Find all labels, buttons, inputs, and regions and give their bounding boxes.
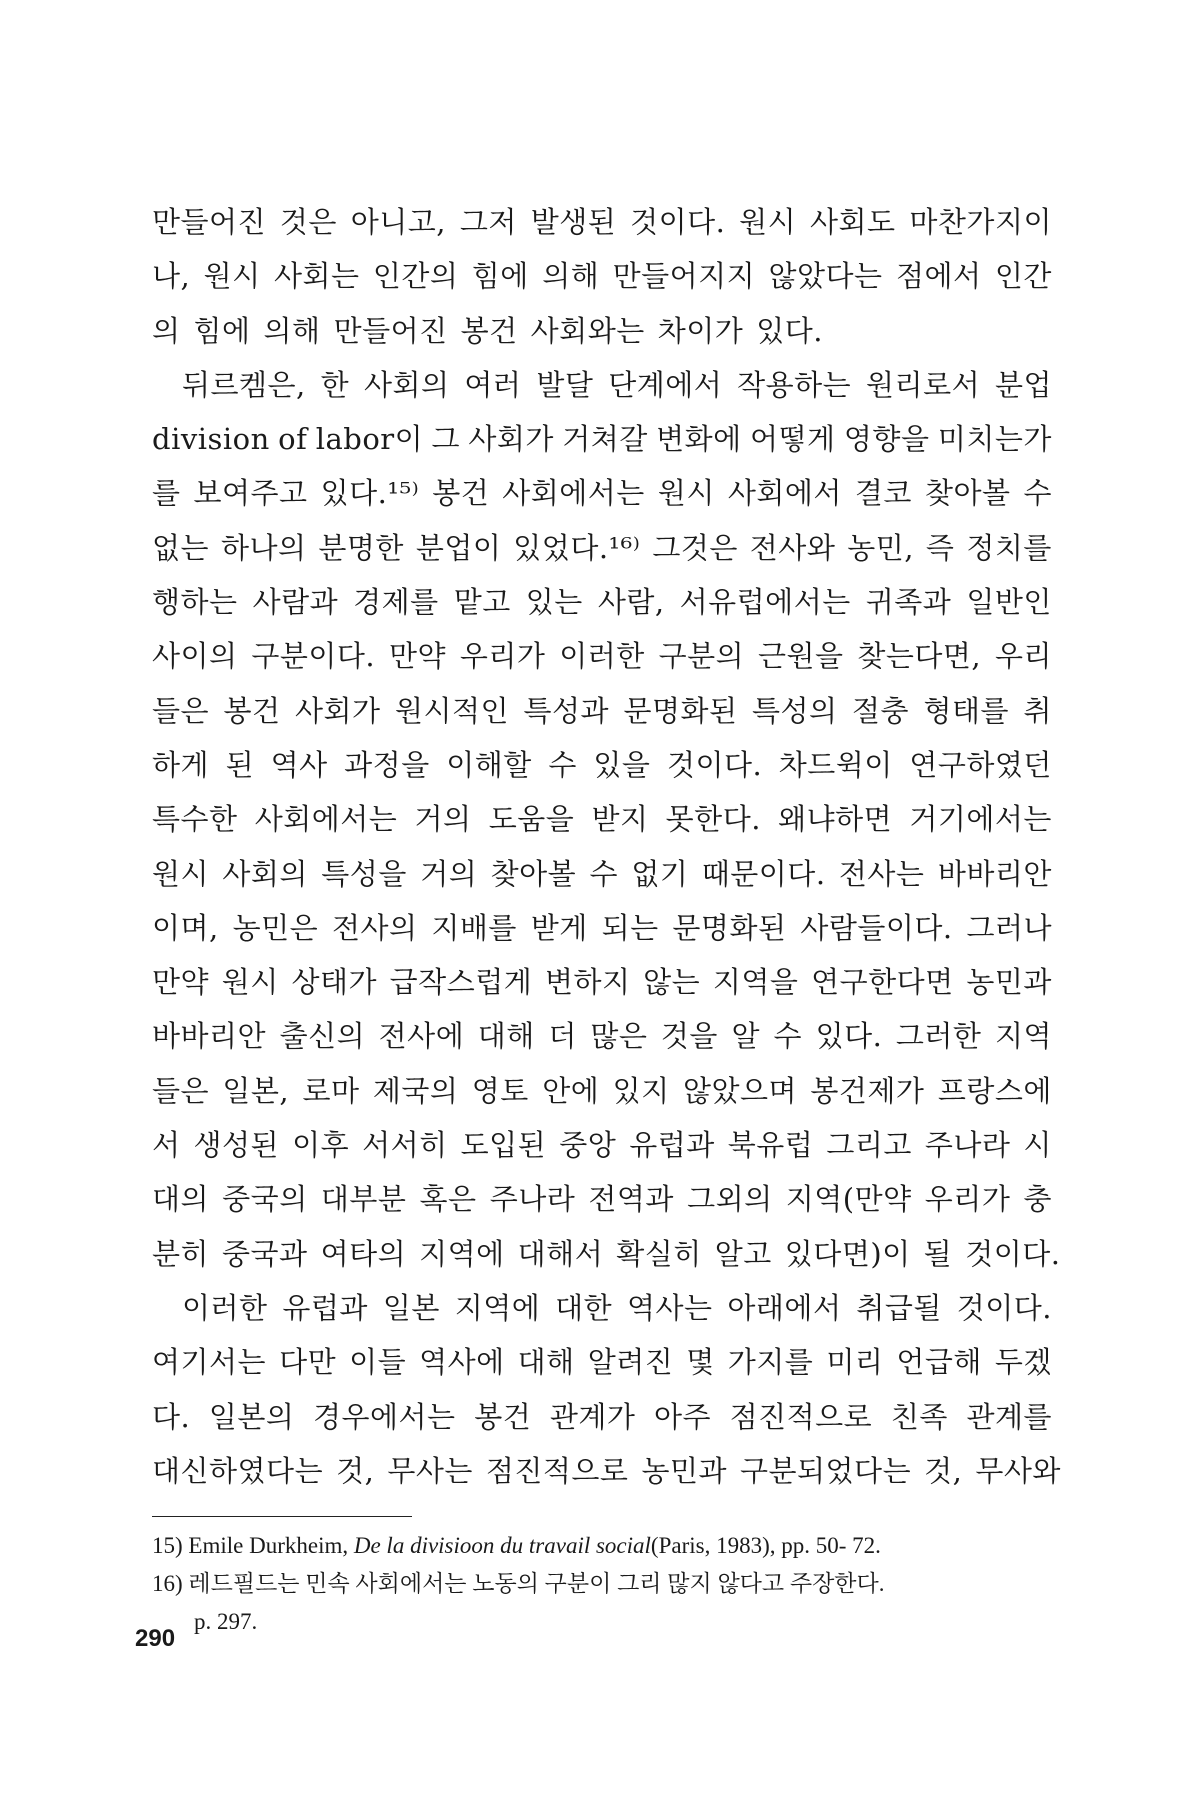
footnote-15-title: De la divisioon du travail social (353, 1533, 651, 1559)
page-body (152, 195, 1061, 1641)
text-line: 의 힘에 의해 만들어진 봉건 사회와는 차이가 있다. (152, 313, 824, 348)
text-line: 다. 일본의 경우에서는 봉건 관계가 아주 점진적으로 친족 관계를 (152, 1399, 1052, 1434)
text-line: 만들어진 것은 아니고, 그저 발생된 것이다. 원시 사회도 마찬가지이 (152, 205, 1052, 239)
footnote-16: 16) 레드필드는 민속 사회에서는 노동의 구분이 그리 많지 않다고 주장한다. (152, 1571, 885, 1597)
text-line: 하게 된 역사 과정을 이해할 수 있을 것이다. 차드윅이 연구하였던 (152, 747, 1052, 782)
footnote-rule (152, 1516, 412, 1517)
text-line: 만약 원시 상태가 급작스럽게 변하지 않는 지역을 연구한다면 농민과 (152, 965, 1052, 1000)
text-line: 대신하였다는 것, 무사는 점진적으로 농민과 구분되었다는 것, 무사와 (152, 1453, 1061, 1488)
text-line: 를 보여주고 있다.¹⁵⁾ 봉건 사회에서는 원시 사회에서 결코 찾아볼 수 (152, 476, 1052, 511)
footnote-16-cont: p. 297. (194, 1609, 258, 1635)
text-line: 서 생성된 이후 서서히 도입된 중앙 유럽과 북유럽 그리고 주나라 시 (152, 1128, 1052, 1163)
page-number: 290 (135, 1625, 176, 1652)
text-line: 사이의 구분이다. 만약 우리가 이러한 구분의 근원을 찾는다면, 우리 (152, 639, 1052, 674)
text-line: 이러한 유럽과 일본 지역에 대한 역사는 아래에서 취급될 것이다. (182, 1290, 1052, 1325)
footnote-15-author: 15) Emile Durkheim, (152, 1533, 354, 1559)
text-line: 여기서는 다만 이들 역사에 대해 알려진 몇 가지를 미리 언급해 두겠 (152, 1345, 1052, 1380)
footnote-15 (152, 1527, 1052, 1565)
text-line: 들은 일본, 로마 제국의 영토 안에 있지 않았으며 봉건제가 프랑스에 (152, 1073, 1052, 1108)
text-line: 바바리안 출신의 전사에 대해 더 많은 것을 알 수 있다. 그러한 지역 (152, 1019, 1052, 1054)
text-line: 없는 하나의 분명한 분업이 있었다.¹⁶⁾ 그것은 전사와 농민, 즉 정치를 (152, 530, 1052, 565)
text-line: 뒤르켐은, 한 사회의 여러 발달 단계에서 작용하는 원리로서 분업 (182, 367, 1052, 402)
text-line: division of labor이 그 사회가 거쳐갈 변화에 어떻게 영향을 미치는가 (152, 422, 1052, 457)
text-line: 특수한 사회에서는 거의 도움을 받지 못한다. 왜냐하면 거기에서는 (152, 802, 1052, 837)
text-line: 들은 봉건 사회가 원시적인 특성과 문명화된 특성의 절충 형태를 취 (152, 693, 1052, 728)
text-line: 나, 원시 사회는 인간의 힘에 의해 만들어지지 않았다는 점에서 인간 (152, 259, 1052, 294)
text-line: 원시 사회의 특성을 거의 찾아볼 수 없기 때문이다. 전사는 바바리안 (152, 856, 1052, 891)
text-line: 분히 중국과 여타의 지역에 대해서 확실히 알고 있다면)이 될 것이다. (152, 1236, 1061, 1271)
text-line: 이며, 농민은 전사의 지배를 받게 되는 문명화된 사람들이다. 그러나 (152, 910, 1052, 945)
text-line: 대의 중국의 대부분 혹은 주나라 전역과 그외의 지역(만약 우리가 충 (152, 1182, 1052, 1217)
body-text (152, 195, 1061, 1498)
text-line: 행하는 사람과 경제를 맡고 있는 사람, 서유럽에서는 귀족과 일반인 (152, 585, 1052, 620)
footnote-15-details: (Paris, 1983), pp. 50- 72. (650, 1533, 881, 1559)
